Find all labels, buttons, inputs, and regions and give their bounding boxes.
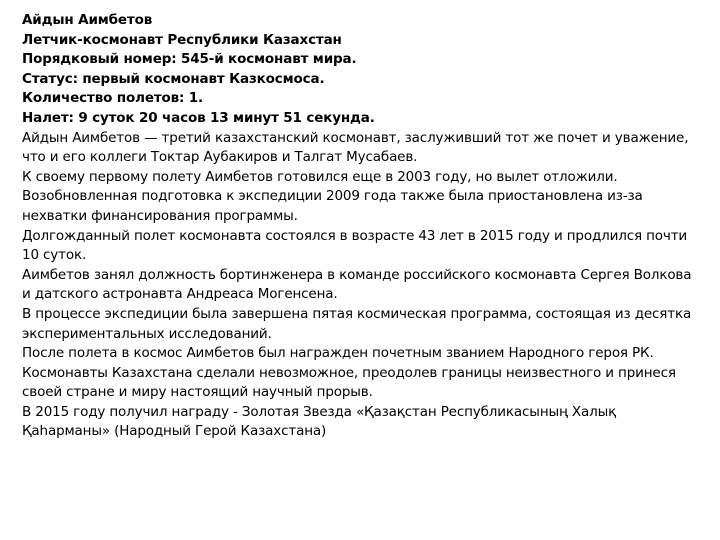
paragraph-intro: Айдын Аимбетов — третий казахстанский космонавт, заслуживший тот же почет и уважение, что и его коллеги Токтар Аубакиров и Талгат Мусабаев.: [22, 129, 689, 166]
cosmonaut-title: Летчик-космонавт Республики Казахстан: [22, 31, 342, 48]
paragraph-achievement: Космонавты Казахстана сделали невозможное, преодолев границы неизвестного и принеся своей стране и миру настоящий научный прорыв.: [22, 364, 676, 401]
status-line: Статус: первый космонавт Казкосмоса.: [22, 70, 325, 87]
paragraph-crew: Аимбетов занял должность бортинженера в команде российского космонавта Сергея Волкова и датского астронавта Андреаса Могенсена.: [22, 266, 692, 303]
paragraph-award-hero: После полета в космос Аимбетов был награжден почетным званием Народного героя РК.: [22, 345, 654, 362]
paragraph-preparation: К своему первому полету Аимбетов готовился еще в 2003 году, но вылет отложили. Возобновленная подготовка к экспедиции 2009 года также была приостановлена из-за нехватки финансирования программы.: [22, 168, 643, 224]
paragraph-program: В процессе экспедиции была завершена пятая космическая программа, состоящая из десятка экспериментальных исследований.: [22, 305, 692, 342]
serial-number-line: Порядковый номер: 545-й космонавт мира.: [22, 51, 357, 68]
cosmonaut-name: Айдын Аимбетов: [22, 12, 153, 28]
slide-text-body: [22, 11, 698, 442]
paragraph-award-star: В 2015 году получил награду - Золотая Звезда «Қазақстан Республикасының Халық Қаһарманы» (Народный Герой Казахстана): [22, 403, 617, 440]
paragraph-flight: Долгожданный полет космонавта состоялся в возрасте 43 лет в 2015 году и продлился почти 10 суток.: [22, 227, 688, 264]
flight-count-line: Количество полетов: 1.: [22, 90, 204, 107]
flight-time-line: Налет: 9 суток 20 часов 13 минут 51 секунда.: [22, 109, 375, 126]
